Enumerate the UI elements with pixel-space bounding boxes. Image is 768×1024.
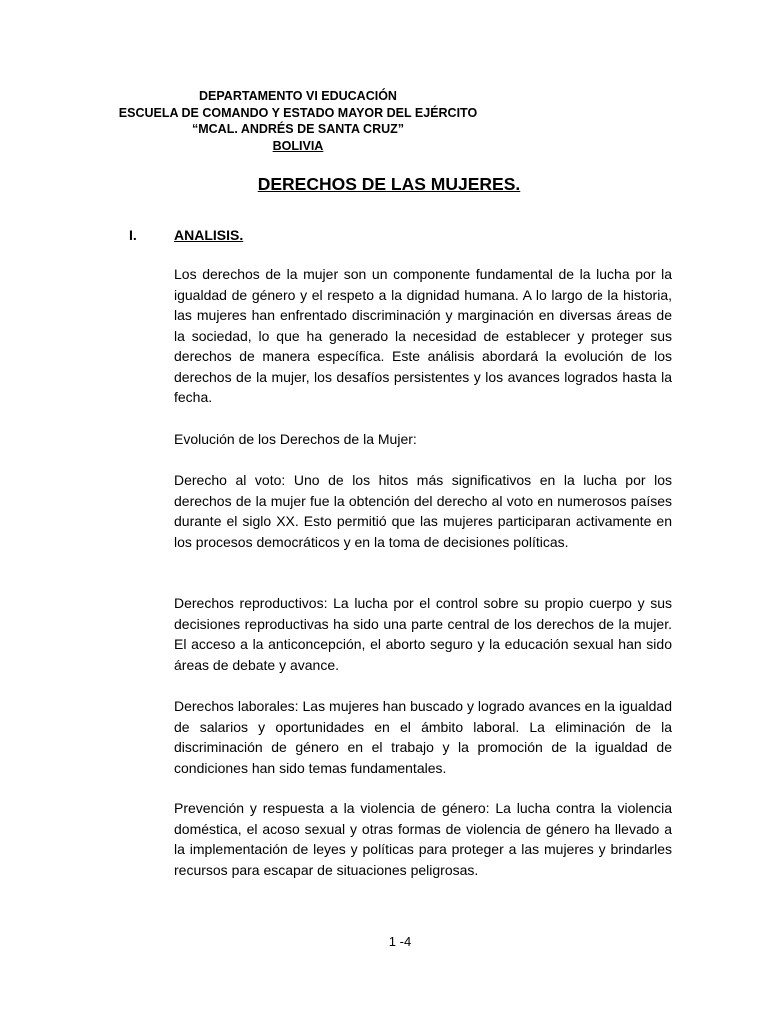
section-title: ANALISIS.: [174, 227, 244, 243]
paragraph-evolution-heading: Evolución de los Derechos de la Mujer:: [174, 431, 417, 447]
paragraph-right-to-vote: Derecho al voto: Uno de los hitos más significativos en la lucha por los derechos de la mujer fue la obtención del derecho al voto en numerosos países durante el siglo XX. Esto permitió que las mujeres participaran activamente en los procesos democráticos y en la toma de decisiones políticas.: [174, 472, 672, 550]
school-name-line: “MCAL. ANDRÉS DE SANTA CRUZ”: [191, 122, 405, 136]
school-line: ESCUELA DE COMANDO Y ESTADO MAYOR DEL EJÉRCITO: [118, 105, 478, 120]
section-number: I.: [129, 227, 137, 243]
paragraph-labor-rights: Derechos laborales: Las mujeres han buscado y logrado avances en la igualdad de salarios y oportunidades en el ámbito laboral. La eliminación de la discriminación de género en el trabajo y la promoción de la igualdad de condiciones han sido temas fundamentales.: [174, 698, 672, 776]
paragraph-reproductive-rights: Derechos reproductivos: La lucha por el control sobre su propio cuerpo y sus decisiones reproductivas ha sido una parte central de los derechos de la mujer. El acceso a la anticoncepción, el aborto seguro y la educación sexual han sido áreas de debate y avance.: [174, 595, 672, 673]
country-line: BOLIVIA: [272, 138, 324, 153]
department-line: DEPARTAMENTO VI EDUCACIÓN: [199, 89, 397, 103]
paragraph-intro: Los derechos de la mujer son un componente fundamental de la lucha por la igualdad de género y el respeto a la dignidad humana. A lo largo de la historia, las mujeres han enfrentado discriminación y marginación en diversas áreas de la sociedad, lo que ha generado la necesidad de establecer y proteger sus derechos de manera específica. Este análisis abordará la evolución de los derechos de la mujer, los desafíos persistentes y los avances logrados hasta la fecha.: [174, 266, 672, 405]
institution-header: [90, 88, 506, 154]
page-number: 1 -4: [388, 934, 412, 949]
section-heading: [129, 226, 243, 244]
document-title: DERECHOS DE LAS MUJERES.: [257, 174, 521, 194]
paragraph-gender-violence: Prevención y respuesta a la violencia de género: La lucha contra la violencia doméstica, el acoso sexual y otras formas de violencia de género ha llevado a la implementación de leyes y políticas para proteger a las mujeres y brindarles recursos para escapar de situaciones peligrosas.: [174, 800, 672, 878]
